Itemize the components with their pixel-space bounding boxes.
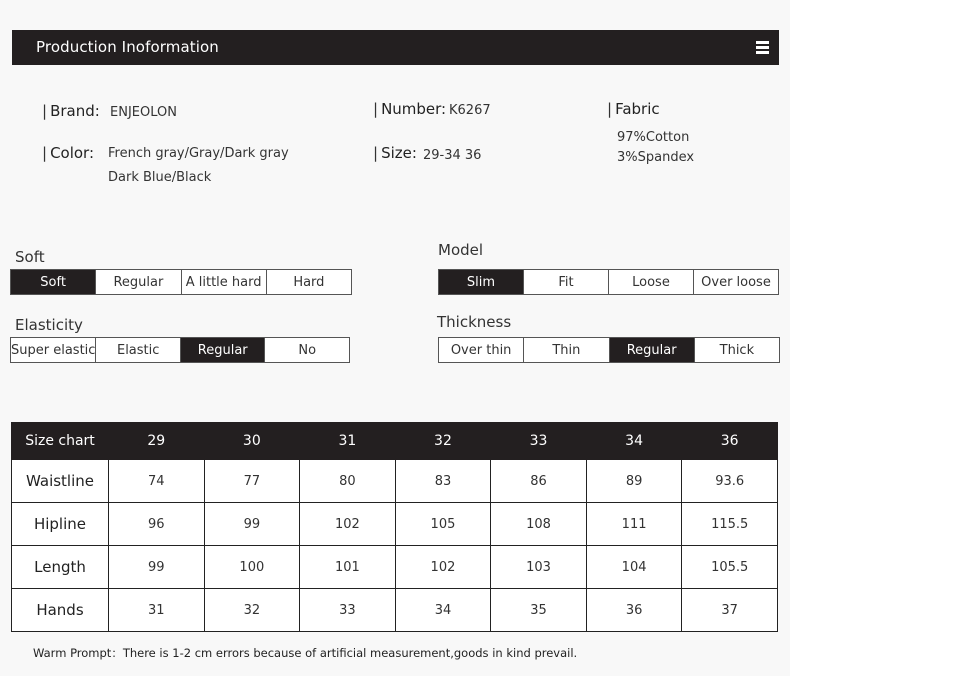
table-row xyxy=(12,589,778,632)
number-field: | Number: xyxy=(373,100,447,118)
elasticity-title: Elasticity xyxy=(15,316,83,334)
table-cell: 89 xyxy=(586,460,682,503)
number-label: Number: xyxy=(381,100,447,118)
table-cell: 99 xyxy=(109,546,205,589)
soft-option: Regular xyxy=(95,270,180,294)
table-cell: 105 xyxy=(395,503,491,546)
size-value: 29-34 36 xyxy=(423,148,482,163)
table-cell: 105.5 xyxy=(682,546,778,589)
table-cell: 108 xyxy=(491,503,587,546)
table-cell: 33 xyxy=(300,589,396,632)
model-title: Model xyxy=(438,241,484,259)
size-label: Size: xyxy=(381,144,417,162)
elasticity-option: No xyxy=(264,338,349,362)
elasticity-option: Super elastic xyxy=(11,342,96,358)
warm-prompt-note: Warm Prompt：There is 1-2 cm errors because of artificial measurement,goods in kind prevail. xyxy=(33,646,578,660)
table-cell: 86 xyxy=(491,460,587,503)
table-cell: 104 xyxy=(586,546,682,589)
thickness-scale xyxy=(438,337,780,363)
fabric-field: | Fabric xyxy=(607,100,660,118)
table-cell: 36 xyxy=(586,589,682,632)
brand-label: Brand: xyxy=(50,102,100,120)
table-cell: 96 xyxy=(109,503,205,546)
color-value-2: Dark Blue/Black xyxy=(108,170,212,185)
table-cell: 100 xyxy=(204,546,300,589)
size-chart-header-cell: 31 xyxy=(300,423,396,460)
soft-title: Soft xyxy=(15,248,45,266)
table-cell: 103 xyxy=(491,546,587,589)
table-cell: 74 xyxy=(109,460,205,503)
brand-field: | Brand: xyxy=(42,102,100,120)
header-title: Production Inoformation xyxy=(36,38,219,56)
thickness-title: Thickness xyxy=(437,313,512,331)
size-chart-header-cell: Size chart xyxy=(12,423,109,460)
size-chart-header-cell: 33 xyxy=(491,423,587,460)
table-cell: 37 xyxy=(682,589,778,632)
color-label: Color: xyxy=(50,144,95,162)
elasticity-option: Regular xyxy=(180,338,265,362)
fabric-value-2: 3%Spandex xyxy=(617,150,695,165)
thickness-option: Thick xyxy=(694,338,779,362)
soft-option: A little hard xyxy=(181,270,266,294)
thickness-option: Regular xyxy=(609,338,694,362)
size-chart-table xyxy=(11,422,778,632)
table-cell: 77 xyxy=(204,460,300,503)
size-chart-header-cell: 34 xyxy=(586,423,682,460)
table-cell: 115.5 xyxy=(682,503,778,546)
model-scale xyxy=(438,269,779,295)
row-label: Hands xyxy=(12,589,109,632)
info-header-bar xyxy=(12,30,779,65)
soft-option: Soft xyxy=(11,270,95,294)
model-option: Fit xyxy=(523,270,608,294)
menu-icon[interactable] xyxy=(756,41,769,54)
table-cell: 80 xyxy=(300,460,396,503)
fabric-label: Fabric xyxy=(615,100,660,118)
model-option: Over loose xyxy=(693,270,778,294)
table-cell: 31 xyxy=(109,589,205,632)
brand-value: ENJEOLON xyxy=(110,105,177,120)
fabric-value-1: 97%Cotton xyxy=(617,130,690,145)
soft-option: Hard xyxy=(266,270,351,294)
size-field: | Size: xyxy=(373,144,417,162)
size-chart-header-cell: 29 xyxy=(109,423,205,460)
size-chart-header-cell: 30 xyxy=(204,423,300,460)
number-value: K6267 xyxy=(449,103,491,118)
table-row xyxy=(12,503,778,546)
table-cell: 101 xyxy=(300,546,396,589)
row-label: Waistline xyxy=(12,460,109,503)
table-row xyxy=(12,546,778,589)
color-field: | Color: xyxy=(42,144,95,162)
table-row xyxy=(12,460,778,503)
color-value-1: French gray/Gray/Dark gray xyxy=(108,146,289,161)
row-label: Length xyxy=(12,546,109,589)
size-chart-header-cell: 36 xyxy=(682,423,778,460)
elasticity-option: Elastic xyxy=(95,338,180,362)
size-chart-header-cell: 32 xyxy=(395,423,491,460)
table-cell: 99 xyxy=(204,503,300,546)
table-cell: 32 xyxy=(204,589,300,632)
model-option: Loose xyxy=(608,270,693,294)
table-cell: 102 xyxy=(300,503,396,546)
table-cell: 93.6 xyxy=(682,460,778,503)
row-label: Hipline xyxy=(12,503,109,546)
soft-scale xyxy=(10,269,352,295)
table-cell: 83 xyxy=(395,460,491,503)
table-cell: 34 xyxy=(395,589,491,632)
table-cell: 35 xyxy=(491,589,587,632)
model-option: Slim xyxy=(439,270,523,294)
size-chart-header-row xyxy=(12,423,778,460)
elasticity-scale xyxy=(10,337,350,363)
table-cell: 111 xyxy=(586,503,682,546)
thickness-option: Thin xyxy=(523,338,608,362)
table-cell: 102 xyxy=(395,546,491,589)
thickness-option: Over thin xyxy=(450,342,512,358)
